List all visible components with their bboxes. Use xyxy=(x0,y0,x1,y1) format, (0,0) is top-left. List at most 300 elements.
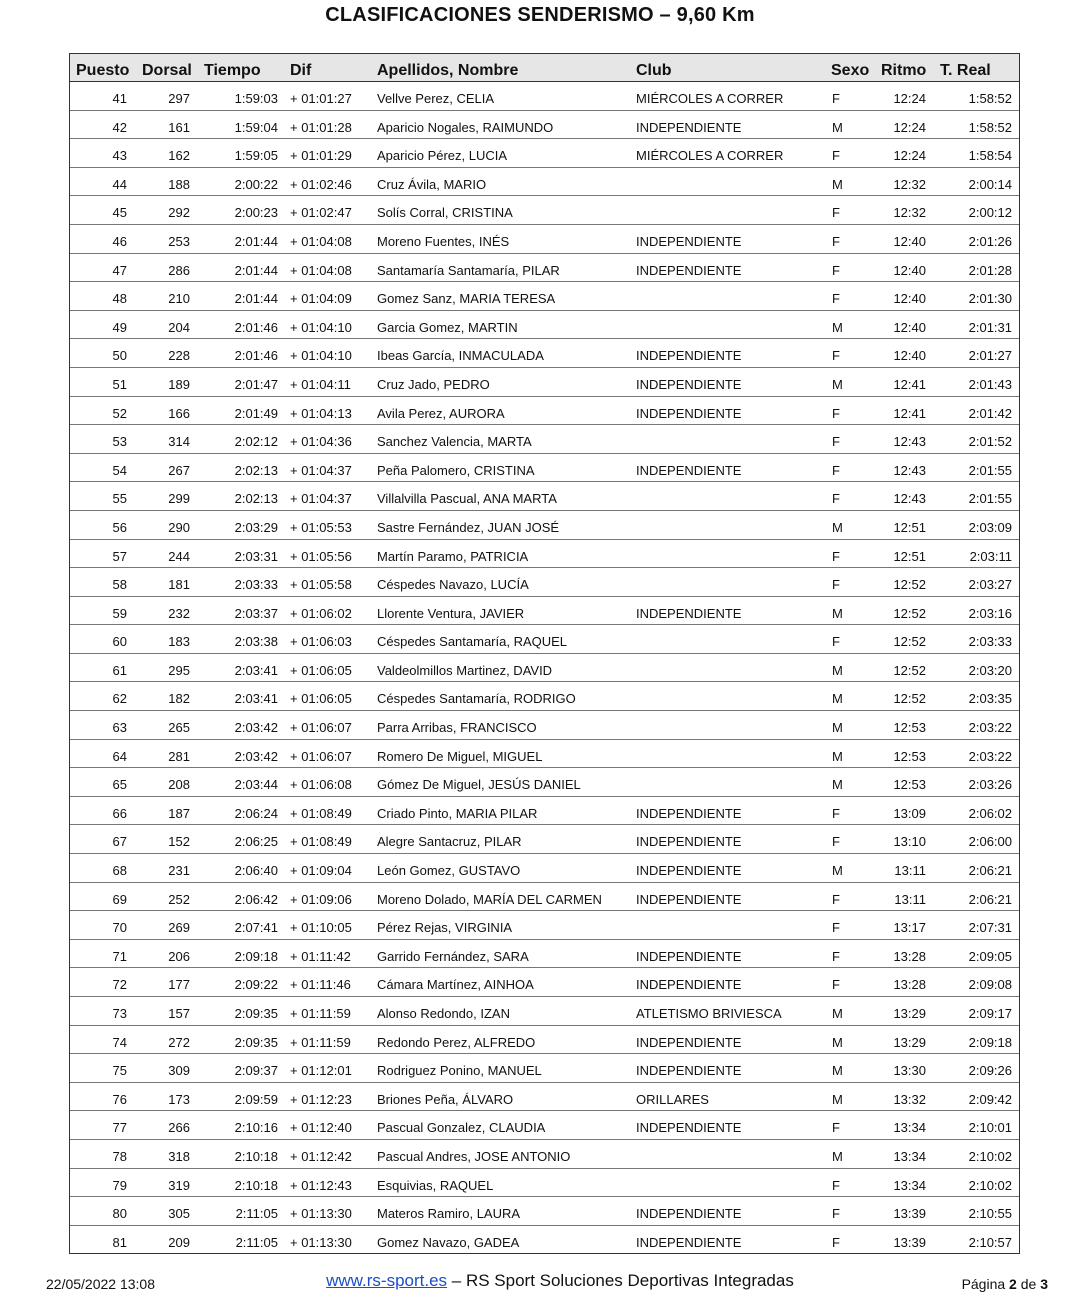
cell-puesto: 72 xyxy=(112,977,127,993)
cell-puesto: 80 xyxy=(112,1206,127,1222)
cell-dorsal: 314 xyxy=(168,434,190,450)
table-row xyxy=(70,1083,1019,1112)
cell-nombre: Parra Arribas, FRANCISCO xyxy=(377,720,537,736)
table-row xyxy=(70,540,1019,569)
cell-nombre: Cruz Jado, PEDRO xyxy=(377,376,490,392)
table-row xyxy=(70,511,1019,540)
cell-nombre: Romero De Miguel, MIGUEL xyxy=(377,748,543,764)
cell-tiempo: 2:03:37 xyxy=(234,605,278,621)
table-row xyxy=(70,1226,1019,1255)
cell-tiempo: 2:09:35 xyxy=(234,1034,278,1050)
cell-nombre: Aparicio Nogales, RAIMUNDO xyxy=(377,119,554,135)
cell-puesto: 75 xyxy=(112,1063,127,1079)
website-link[interactable]: www.rs-sport.es xyxy=(326,1271,448,1290)
cell-dif: + 01:11:42 xyxy=(290,948,351,964)
cell-tiempo: 1:59:03 xyxy=(234,91,278,106)
cell-sexo: M xyxy=(832,777,843,793)
cell-dif: + 01:11:59 xyxy=(290,1034,351,1050)
cell-ritmo: 12:41 xyxy=(893,376,926,392)
cell-ritmo: 13:28 xyxy=(893,948,926,964)
cell-tiempo: 2:03:41 xyxy=(234,691,278,707)
cell-ritmo: 12:40 xyxy=(893,319,926,335)
table-row xyxy=(70,111,1019,140)
table-row xyxy=(70,1026,1019,1055)
cell-nombre: Alonso Redondo, IZAN xyxy=(377,1006,510,1021)
cell-ritmo: 12:51 xyxy=(893,548,926,564)
cell-puesto: 44 xyxy=(112,176,127,192)
header-nombre: Apellidos, Nombre xyxy=(377,62,519,79)
cell-puesto: 70 xyxy=(112,920,127,936)
cell-treal: 2:03:22 xyxy=(968,748,1012,764)
header-treal: T. Real xyxy=(940,62,991,79)
cell-tiempo: 2:03:42 xyxy=(234,748,278,764)
cell-tiempo: 2:06:40 xyxy=(234,863,278,879)
cell-dif: + 01:04:10 xyxy=(290,348,352,364)
cell-treal: 2:03:11 xyxy=(969,548,1012,564)
header-sexo: Sexo xyxy=(831,62,870,79)
table-row xyxy=(70,911,1019,940)
cell-treal: 2:01:55 xyxy=(968,462,1012,478)
cell-club: INDEPENDIENTE xyxy=(636,233,742,249)
cell-dif: + 01:04:09 xyxy=(290,291,352,307)
cell-club: ORILLARES xyxy=(636,1091,709,1107)
cell-treal: 2:01:42 xyxy=(968,405,1012,421)
cell-dorsal: 297 xyxy=(168,91,190,106)
cell-tiempo: 2:00:22 xyxy=(234,176,278,192)
cell-puesto: 68 xyxy=(112,863,127,879)
cell-nombre: Vellve Perez, CELIA xyxy=(377,91,495,106)
cell-dorsal: 309 xyxy=(168,1063,190,1079)
cell-dorsal: 181 xyxy=(168,577,190,593)
cell-treal: 2:03:09 xyxy=(968,519,1012,535)
cell-sexo: F xyxy=(832,291,840,307)
cell-club: INDEPENDIENTE xyxy=(636,348,742,364)
cell-sexo: F xyxy=(832,1177,840,1193)
cell-puesto: 53 xyxy=(112,434,127,450)
cell-nombre: Sanchez Valencia, MARTA xyxy=(377,434,532,450)
cell-sexo: M xyxy=(832,1148,843,1164)
cell-sexo: F xyxy=(832,233,840,249)
cell-sexo: F xyxy=(832,834,840,850)
cell-dif: + 01:08:49 xyxy=(290,805,352,821)
cell-treal: 2:01:28 xyxy=(968,262,1012,278)
cell-nombre: Gomez Sanz, MARIA TERESA xyxy=(377,291,556,307)
cell-dorsal: 182 xyxy=(168,691,190,707)
table-row xyxy=(70,1169,1019,1198)
cell-dif: + 01:02:47 xyxy=(290,205,352,221)
cell-dif: + 01:01:29 xyxy=(290,148,352,164)
cell-tiempo: 2:03:29 xyxy=(234,519,278,535)
cell-club: INDEPENDIENTE xyxy=(636,1206,742,1222)
page-number xyxy=(962,1276,1048,1292)
cell-club: MIÉRCOLES A CORRER xyxy=(636,148,784,164)
cell-dorsal: 206 xyxy=(168,948,190,964)
cell-sexo: M xyxy=(832,119,843,135)
cell-ritmo: 12:40 xyxy=(893,291,926,307)
cell-tiempo: 2:10:18 xyxy=(234,1148,278,1164)
cell-dorsal: 208 xyxy=(168,777,190,793)
cell-treal: 2:10:02 xyxy=(968,1177,1012,1193)
cell-dif: + 01:01:27 xyxy=(290,91,352,106)
cell-ritmo: 12:52 xyxy=(893,634,926,650)
cell-treal: 2:03:20 xyxy=(968,662,1012,678)
cell-dorsal: 253 xyxy=(168,233,190,249)
cell-dorsal: 305 xyxy=(168,1206,190,1222)
table-row xyxy=(70,482,1019,511)
cell-nombre: Martín Paramo, PATRICIA xyxy=(377,548,529,564)
cell-club: INDEPENDIENTE xyxy=(636,1120,742,1136)
cell-ritmo: 13:34 xyxy=(893,1177,926,1193)
cell-nombre: Moreno Dolado, MARÍA DEL CARMEN xyxy=(377,891,602,907)
cell-treal: 2:09:26 xyxy=(968,1063,1012,1079)
cell-nombre: Garrido Fernández, SARA xyxy=(377,948,529,964)
cell-puesto: 81 xyxy=(112,1234,127,1250)
cell-sexo: F xyxy=(832,548,840,564)
cell-dif: + 01:06:05 xyxy=(290,691,352,707)
cell-sexo: F xyxy=(832,805,840,821)
cell-sexo: M xyxy=(832,1034,843,1050)
cell-sexo: M xyxy=(832,1006,843,1021)
cell-puesto: 57 xyxy=(112,548,127,564)
cell-sexo: F xyxy=(832,148,840,164)
cell-sexo: F xyxy=(832,977,840,993)
cell-club: INDEPENDIENTE xyxy=(636,977,742,993)
cell-nombre: Ibeas García, INMACULADA xyxy=(377,348,544,364)
cell-sexo: F xyxy=(832,891,840,907)
cell-treal: 2:09:18 xyxy=(968,1034,1012,1050)
cell-sexo: F xyxy=(832,1234,840,1250)
page-prefix: Página xyxy=(961,1276,1010,1292)
header-dorsal: Dorsal xyxy=(142,62,192,79)
cell-dorsal: 290 xyxy=(168,519,190,535)
cell-treal: 2:10:57 xyxy=(968,1234,1012,1250)
cell-ritmo: 12:32 xyxy=(893,176,926,192)
cell-nombre: Cruz Ávila, MARIO xyxy=(377,176,487,192)
cell-dif: + 01:12:01 xyxy=(290,1063,352,1079)
cell-dif: + 01:04:10 xyxy=(290,319,352,335)
cell-nombre: Pascual Andres, JOSE ANTONIO xyxy=(377,1148,571,1164)
cell-treal: 2:01:26 xyxy=(968,233,1012,249)
cell-puesto: 63 xyxy=(112,720,127,736)
cell-dorsal: 183 xyxy=(168,634,190,650)
cell-treal: 2:09:42 xyxy=(968,1091,1012,1107)
cell-puesto: 66 xyxy=(112,805,127,821)
cell-nombre: Redondo Perez, ALFREDO xyxy=(377,1034,536,1050)
cell-puesto: 65 xyxy=(112,777,127,793)
cell-nombre: Valdeolmillos Martinez, DAVID xyxy=(377,662,553,678)
cell-puesto: 61 xyxy=(112,662,127,678)
cell-treal: 2:10:02 xyxy=(968,1148,1012,1164)
cell-tiempo: 2:03:38 xyxy=(234,634,278,650)
cell-treal: 2:03:27 xyxy=(968,577,1012,593)
cell-nombre: Moreno Fuentes, INÉS xyxy=(377,233,510,249)
cell-sexo: F xyxy=(832,491,840,507)
cell-dif: + 01:05:58 xyxy=(290,577,352,593)
table-row xyxy=(70,740,1019,769)
cell-dorsal: 177 xyxy=(168,977,190,993)
cell-treal: 2:06:00 xyxy=(968,834,1012,850)
cell-ritmo: 13:32 xyxy=(893,1091,926,1107)
cell-tiempo: 2:03:33 xyxy=(234,577,278,593)
cell-dorsal: 204 xyxy=(168,319,190,335)
cell-dorsal: 161 xyxy=(168,119,190,135)
cell-nombre: Aparicio Pérez, LUCIA xyxy=(377,148,508,164)
page-title: CLASIFICACIONES SENDERISMO – 9,60 Km xyxy=(325,4,755,26)
cell-tiempo: 2:09:37 xyxy=(234,1063,278,1079)
table-row xyxy=(70,454,1019,483)
cell-club: INDEPENDIENTE xyxy=(636,948,742,964)
cell-club: INDEPENDIENTE xyxy=(636,405,742,421)
cell-puesto: 48 xyxy=(112,291,127,307)
cell-treal: 1:58:52 xyxy=(968,91,1012,106)
cell-sexo: F xyxy=(832,91,840,106)
cell-ritmo: 12:40 xyxy=(893,348,926,364)
cell-dif: + 01:06:02 xyxy=(290,605,352,621)
cell-dif: + 01:11:46 xyxy=(290,977,351,993)
cell-dif: + 01:13:30 xyxy=(290,1206,352,1222)
cell-sexo: M xyxy=(832,691,843,707)
cell-ritmo: 13:30 xyxy=(893,1063,926,1079)
table-row xyxy=(70,768,1019,797)
table-row xyxy=(70,225,1019,254)
cell-puesto: 77 xyxy=(112,1120,127,1136)
cell-tiempo: 2:03:31 xyxy=(234,548,278,564)
cell-puesto: 51 xyxy=(112,376,127,392)
cell-ritmo: 12:24 xyxy=(893,119,926,135)
table-row xyxy=(70,797,1019,826)
header-puesto: Puesto xyxy=(76,62,130,79)
table-row xyxy=(70,854,1019,883)
cell-tiempo: 1:59:05 xyxy=(234,148,278,164)
cell-nombre: Alegre Santacruz, PILAR xyxy=(377,834,522,850)
cell-ritmo: 12:43 xyxy=(893,462,926,478)
cell-tiempo: 2:09:35 xyxy=(234,1006,278,1021)
cell-puesto: 45 xyxy=(112,205,127,221)
table-row xyxy=(70,597,1019,626)
cell-puesto: 71 xyxy=(112,948,127,964)
table-row xyxy=(70,940,1019,969)
cell-dif: + 01:04:08 xyxy=(290,262,352,278)
cell-dorsal: 157 xyxy=(168,1006,190,1021)
cell-sexo: F xyxy=(832,405,840,421)
cell-nombre: Avila Perez, AURORA xyxy=(377,405,505,421)
cell-dif: + 01:13:30 xyxy=(290,1234,352,1250)
cell-treal: 2:01:31 xyxy=(968,319,1012,335)
cell-tiempo: 2:09:59 xyxy=(234,1091,278,1107)
cell-dorsal: 299 xyxy=(168,491,190,507)
cell-nombre: Céspedes Santamaría, RODRIGO xyxy=(377,691,576,707)
cell-club: INDEPENDIENTE xyxy=(636,805,742,821)
cell-puesto: 76 xyxy=(112,1091,127,1107)
cell-treal: 2:00:14 xyxy=(968,176,1012,192)
cell-puesto: 74 xyxy=(112,1034,127,1050)
cell-treal: 2:03:26 xyxy=(968,777,1012,793)
table-row xyxy=(70,254,1019,283)
cell-dorsal: 162 xyxy=(168,148,190,164)
table-row xyxy=(70,1140,1019,1169)
cell-treal: 2:03:22 xyxy=(968,720,1012,736)
cell-club: INDEPENDIENTE xyxy=(636,891,742,907)
cell-dorsal: 265 xyxy=(168,720,190,736)
table-row xyxy=(70,425,1019,454)
cell-dif: + 01:06:07 xyxy=(290,720,352,736)
cell-treal: 1:58:52 xyxy=(968,119,1012,135)
cell-nombre: Criado Pinto, MARIA PILAR xyxy=(377,805,538,821)
table-row xyxy=(70,339,1019,368)
cell-ritmo: 12:43 xyxy=(893,434,926,450)
cell-treal: 2:03:35 xyxy=(968,691,1012,707)
cell-sexo: F xyxy=(832,205,840,221)
cell-dif: + 01:05:53 xyxy=(290,519,352,535)
cell-dorsal: 292 xyxy=(168,205,190,221)
cell-treal: 2:10:55 xyxy=(968,1206,1012,1222)
cell-sexo: M xyxy=(832,1063,843,1079)
cell-puesto: 52 xyxy=(112,405,127,421)
cell-dif: + 01:09:06 xyxy=(290,891,352,907)
cell-tiempo: 2:02:13 xyxy=(234,491,278,507)
header-tiempo: Tiempo xyxy=(204,62,261,79)
cell-dif: + 01:06:03 xyxy=(290,634,352,650)
cell-ritmo: 13:29 xyxy=(893,1034,926,1050)
cell-club: INDEPENDIENTE xyxy=(636,834,742,850)
footer-date: 22/05/2022 13:08 xyxy=(46,1276,155,1292)
cell-puesto: 50 xyxy=(112,348,127,364)
cell-ritmo: 13:39 xyxy=(893,1234,926,1250)
cell-treal: 2:06:02 xyxy=(968,805,1012,821)
cell-dif: + 01:06:07 xyxy=(290,748,352,764)
table-row xyxy=(70,825,1019,854)
cell-sexo: M xyxy=(832,376,843,392)
cell-ritmo: 13:17 xyxy=(893,920,926,936)
cell-sexo: F xyxy=(832,948,840,964)
cell-nombre: Materos Ramiro, LAURA xyxy=(377,1206,521,1222)
cell-dif: + 01:04:08 xyxy=(290,233,352,249)
cell-ritmo: 12:53 xyxy=(893,720,926,736)
cell-sexo: F xyxy=(832,1120,840,1136)
table-row xyxy=(70,654,1019,683)
cell-dorsal: 319 xyxy=(168,1177,190,1193)
cell-sexo: M xyxy=(832,319,843,335)
cell-dorsal: 244 xyxy=(168,548,190,564)
cell-dorsal: 252 xyxy=(168,891,190,907)
table-row xyxy=(70,968,1019,997)
cell-club: INDEPENDIENTE xyxy=(636,119,742,135)
cell-sexo: M xyxy=(832,863,843,879)
cell-ritmo: 13:11 xyxy=(894,863,926,879)
cell-dif: + 01:11:59 xyxy=(290,1006,351,1021)
cell-dorsal: 269 xyxy=(168,920,190,936)
cell-sexo: M xyxy=(832,720,843,736)
cell-dif: + 01:04:37 xyxy=(290,462,352,478)
cell-tiempo: 2:09:18 xyxy=(234,948,278,964)
cell-dorsal: 295 xyxy=(168,662,190,678)
table-row xyxy=(70,82,1019,111)
cell-club: INDEPENDIENTE xyxy=(636,262,742,278)
cell-nombre: Gómez De Miguel, JESÚS DANIEL xyxy=(377,777,581,793)
cell-dorsal: 209 xyxy=(168,1234,190,1250)
cell-ritmo: 12:52 xyxy=(893,691,926,707)
cell-ritmo: 12:53 xyxy=(893,748,926,764)
cell-nombre: Céspedes Santamaría, RAQUEL xyxy=(377,634,568,650)
cell-ritmo: 13:34 xyxy=(893,1148,926,1164)
cell-nombre: Sastre Fernández, JUAN JOSÉ xyxy=(377,519,560,535)
cell-ritmo: 13:34 xyxy=(893,1120,926,1136)
cell-dorsal: 189 xyxy=(168,376,190,392)
cell-puesto: 55 xyxy=(112,491,127,507)
cell-dif: + 01:12:43 xyxy=(290,1177,352,1193)
cell-tiempo: 2:02:12 xyxy=(234,434,278,450)
cell-treal: 2:09:05 xyxy=(968,948,1012,964)
cell-ritmo: 12:52 xyxy=(893,662,926,678)
cell-sexo: F xyxy=(832,577,840,593)
cell-dorsal: 318 xyxy=(168,1148,190,1164)
cell-puesto: 60 xyxy=(112,634,127,650)
cell-tiempo: 1:59:04 xyxy=(234,119,278,135)
table-row xyxy=(70,311,1019,340)
cell-treal: 2:09:08 xyxy=(968,977,1012,993)
table-row xyxy=(70,196,1019,225)
cell-dorsal: 173 xyxy=(168,1091,190,1107)
cell-nombre: Pascual Gonzalez, CLAUDIA xyxy=(377,1120,546,1136)
table-row xyxy=(70,625,1019,654)
cell-puesto: 47 xyxy=(112,262,127,278)
table-row xyxy=(70,282,1019,311)
cell-tiempo: 2:03:42 xyxy=(234,720,278,736)
cell-treal: 2:01:52 xyxy=(968,434,1012,450)
cell-tiempo: 2:06:24 xyxy=(234,805,278,821)
table-row xyxy=(70,883,1019,912)
cell-puesto: 64 xyxy=(112,748,127,764)
cell-dif: + 01:12:23 xyxy=(290,1091,352,1107)
cell-nombre: Garcia Gomez, MARTIN xyxy=(377,319,518,335)
cell-puesto: 58 xyxy=(112,577,127,593)
cell-dif: + 01:02:46 xyxy=(290,176,352,192)
cell-tiempo: 2:10:16 xyxy=(234,1120,278,1136)
cell-dif: + 01:06:08 xyxy=(290,777,352,793)
table-row xyxy=(70,1197,1019,1226)
cell-tiempo: 2:01:46 xyxy=(234,348,278,364)
cell-tiempo: 2:06:42 xyxy=(234,891,278,907)
cell-dorsal: 266 xyxy=(168,1120,190,1136)
cell-club: INDEPENDIENTE xyxy=(636,1063,742,1079)
cell-ritmo: 13:39 xyxy=(893,1206,926,1222)
cell-sexo: F xyxy=(832,348,840,364)
cell-puesto: 54 xyxy=(112,462,127,478)
cell-sexo: M xyxy=(832,1091,843,1107)
table-row xyxy=(70,368,1019,397)
cell-puesto: 78 xyxy=(112,1148,127,1164)
cell-sexo: M xyxy=(832,748,843,764)
header-ritmo: Ritmo xyxy=(881,62,927,79)
cell-treal: 2:01:30 xyxy=(968,291,1012,307)
cell-ritmo: 12:53 xyxy=(893,777,926,793)
cell-dorsal: 187 xyxy=(168,805,190,821)
cell-treal: 1:58:54 xyxy=(968,148,1012,164)
header-club: Club xyxy=(636,62,672,79)
cell-dorsal: 286 xyxy=(168,262,190,278)
page-mid: de xyxy=(1016,1276,1041,1292)
cell-dorsal: 272 xyxy=(168,1034,190,1050)
table-row xyxy=(70,139,1019,168)
table-row xyxy=(70,997,1019,1026)
table-body xyxy=(70,82,1019,1254)
cell-tiempo: 2:01:44 xyxy=(234,233,278,249)
cell-tiempo: 2:01:47 xyxy=(234,376,278,392)
cell-club: INDEPENDIENTE xyxy=(636,863,742,879)
cell-sexo: F xyxy=(832,262,840,278)
table-header xyxy=(70,54,1019,82)
cell-club: ATLETISMO BRIVIESCA xyxy=(636,1006,782,1021)
